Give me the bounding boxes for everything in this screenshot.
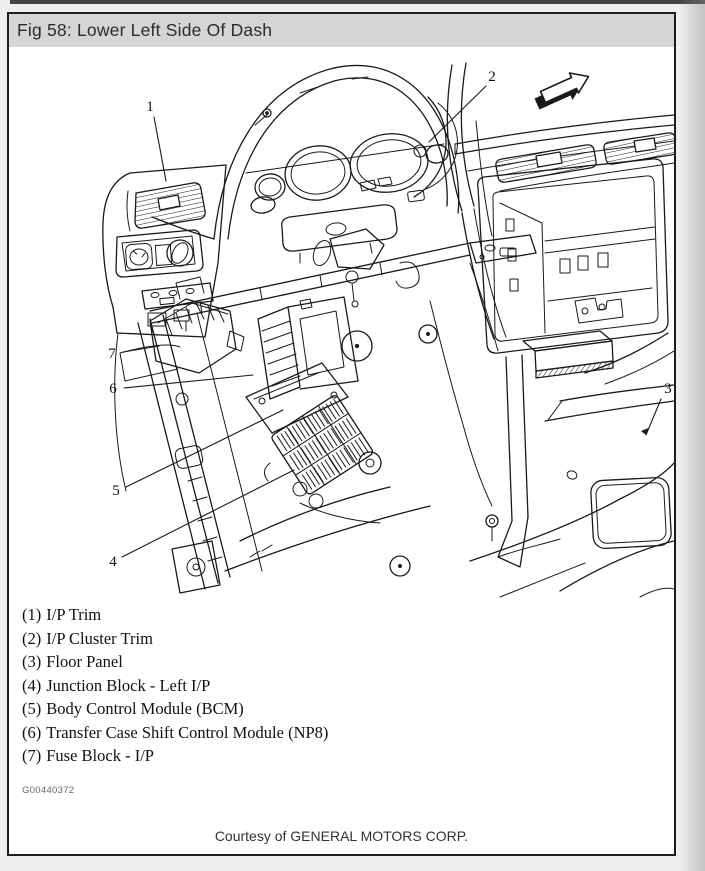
direction-arrow-icon	[535, 73, 589, 110]
legend-item-1	[22, 603, 328, 627]
figure-title: Fig 58: Lower Left Side Of Dash	[17, 20, 273, 40]
legend-num: (5)	[22, 699, 42, 718]
dash-diagram	[9, 47, 674, 603]
credit-line: Courtesy of GENERAL MOTORS CORP.	[214, 828, 469, 844]
legend-label: Junction Block - Left I/P	[46, 675, 211, 695]
misc-details	[225, 263, 578, 576]
gauge-cluster	[246, 129, 449, 215]
steering-column-shroud	[282, 205, 397, 263]
cowl-side-frame	[115, 313, 262, 593]
dashboard-drawing	[103, 63, 674, 597]
junction-block	[264, 394, 381, 523]
callout-2: 2	[488, 69, 496, 85]
legend-item-2	[22, 627, 328, 651]
legend-item-3	[22, 650, 328, 674]
callout-1: 1	[146, 99, 154, 115]
figure-frame	[7, 12, 676, 856]
legend-label: I/P Cluster Trim	[46, 628, 153, 648]
ip-support-beam	[150, 229, 536, 323]
support-post	[498, 355, 560, 567]
legend-item-7	[22, 744, 328, 768]
steering-wheel-and-pillar	[414, 63, 506, 339]
upper-dash-vents	[455, 115, 674, 191]
legend-item-6	[22, 721, 328, 745]
figure-title-bar	[9, 14, 674, 47]
legend-num: (7)	[22, 746, 42, 765]
transfer-case-module	[258, 297, 358, 399]
legend-num: (4)	[22, 675, 42, 695]
legend-label: Fuse Block - I/P	[46, 746, 154, 765]
callout-6: 6	[109, 381, 117, 397]
legend-num: (1)	[22, 605, 42, 624]
legend	[22, 603, 328, 768]
page-right-shadow	[679, 0, 705, 871]
legend-label: I/P Trim	[46, 605, 102, 624]
image-code: G00440372	[22, 785, 75, 796]
callout-4: 4	[109, 554, 117, 570]
legend-item-5	[22, 697, 328, 721]
fuse-block-module	[150, 277, 244, 373]
callout-5: 5	[112, 483, 120, 499]
legend-num: (6)	[22, 722, 42, 742]
window-top-strip	[10, 0, 705, 4]
callout-3: 3	[664, 381, 672, 397]
legend-label: Floor Panel	[46, 652, 123, 671]
callout-7: 7	[108, 346, 116, 362]
legend-num: (3)	[22, 652, 42, 671]
legend-label: Transfer Case Shift Control Module (NP8)	[46, 722, 329, 742]
legend-num: (2)	[22, 628, 42, 648]
center-stack-cavity	[478, 159, 668, 378]
callout-labels	[108, 69, 672, 570]
legend-label: Body Control Module (BCM)	[46, 699, 244, 718]
legend-item-4	[22, 674, 328, 698]
bcm-module	[246, 363, 348, 433]
